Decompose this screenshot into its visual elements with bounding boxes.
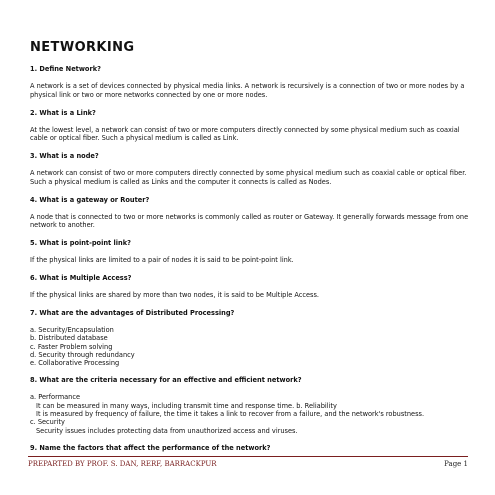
question-7: 7. What are the advantages of Distributed Processing? bbox=[30, 309, 235, 317]
section-2 bbox=[30, 109, 470, 143]
answer-4: A node that is connected to two or more networks is commonly called as router or Gateway. It generally forwards message from one network to another. bbox=[30, 212, 469, 229]
page-number: Page 1 bbox=[444, 460, 468, 468]
section-5 bbox=[30, 239, 470, 265]
question-5: 5. What is point-point link? bbox=[30, 239, 131, 247]
question-8: 8. What are the criteria necessary for an effective and efficient network? bbox=[30, 376, 302, 385]
section-8 bbox=[30, 376, 470, 434]
list-item: a. Security/Encapsulation bbox=[30, 326, 114, 334]
list-item: d. Security through redundancy bbox=[30, 350, 135, 359]
answer-5: If the physical links are limited to a pair of nodes it is said to be point-point link. bbox=[30, 256, 294, 264]
section-3 bbox=[30, 152, 470, 186]
criteria-list bbox=[30, 393, 470, 434]
list-item: b. Distributed database bbox=[30, 334, 108, 343]
footer-author: PREPARTED BY PROF. S. DAN, RERF, BARRACKPUR bbox=[28, 460, 217, 468]
document-content bbox=[30, 40, 470, 461]
answer-3: A network can consist of two or more computers directly connected by some physical medium such as coaxial cable or optical fiber. Such a physical medium is called as Links and the computer it connects is called as Nodes. bbox=[30, 169, 467, 186]
question-4: 4. What is a gateway or Router? bbox=[30, 195, 150, 204]
section-4 bbox=[30, 196, 470, 230]
page-title: NETWORKING bbox=[30, 40, 135, 55]
criteria-line: It is measured by frequency of failure, the time it takes a link to recover from a failure, and the network's robustness. bbox=[36, 410, 425, 419]
list-item: c. Faster Problem solving bbox=[30, 342, 113, 351]
section-9 bbox=[30, 444, 470, 452]
section-6 bbox=[30, 274, 470, 300]
question-6: 6. What is Multiple Access? bbox=[30, 274, 132, 282]
criteria-line: a. Performance bbox=[30, 393, 81, 402]
criteria-line: It can be measured in many ways, including transmit time and response time. b. Reliability bbox=[36, 401, 337, 410]
page-footer bbox=[28, 456, 468, 468]
advantages-list bbox=[30, 326, 470, 367]
section-7 bbox=[30, 309, 470, 367]
list-item: e. Collaborative Processing bbox=[30, 359, 120, 368]
question-3: 3. What is a node? bbox=[30, 152, 99, 160]
answer-2: At the lowest level, a network can consist of two or more computers directly connected by some physical medium such as coaxial cable or optical fiber. Such a physical medium is called as Link. bbox=[30, 125, 460, 142]
question-1: 1. Define Network? bbox=[30, 65, 101, 73]
criteria-line: Security issues includes protecting data from unauthorized access and viruses. bbox=[36, 426, 298, 435]
answer-6: If the physical links are shared by more than two nodes, it is said to be Multiple Access. bbox=[30, 291, 320, 299]
question-2: 2. What is a Link? bbox=[30, 108, 96, 117]
criteria-line: c. Security bbox=[30, 418, 65, 427]
answer-1: A network is a set of devices connected by physical media links. A network is recursively is a connection of two or more nodes by a physical link or two or more networks connected by one or more nodes. bbox=[30, 82, 465, 99]
section-1 bbox=[30, 65, 470, 99]
question-9: 9. Name the factors that affect the performance of the network? bbox=[30, 443, 271, 452]
